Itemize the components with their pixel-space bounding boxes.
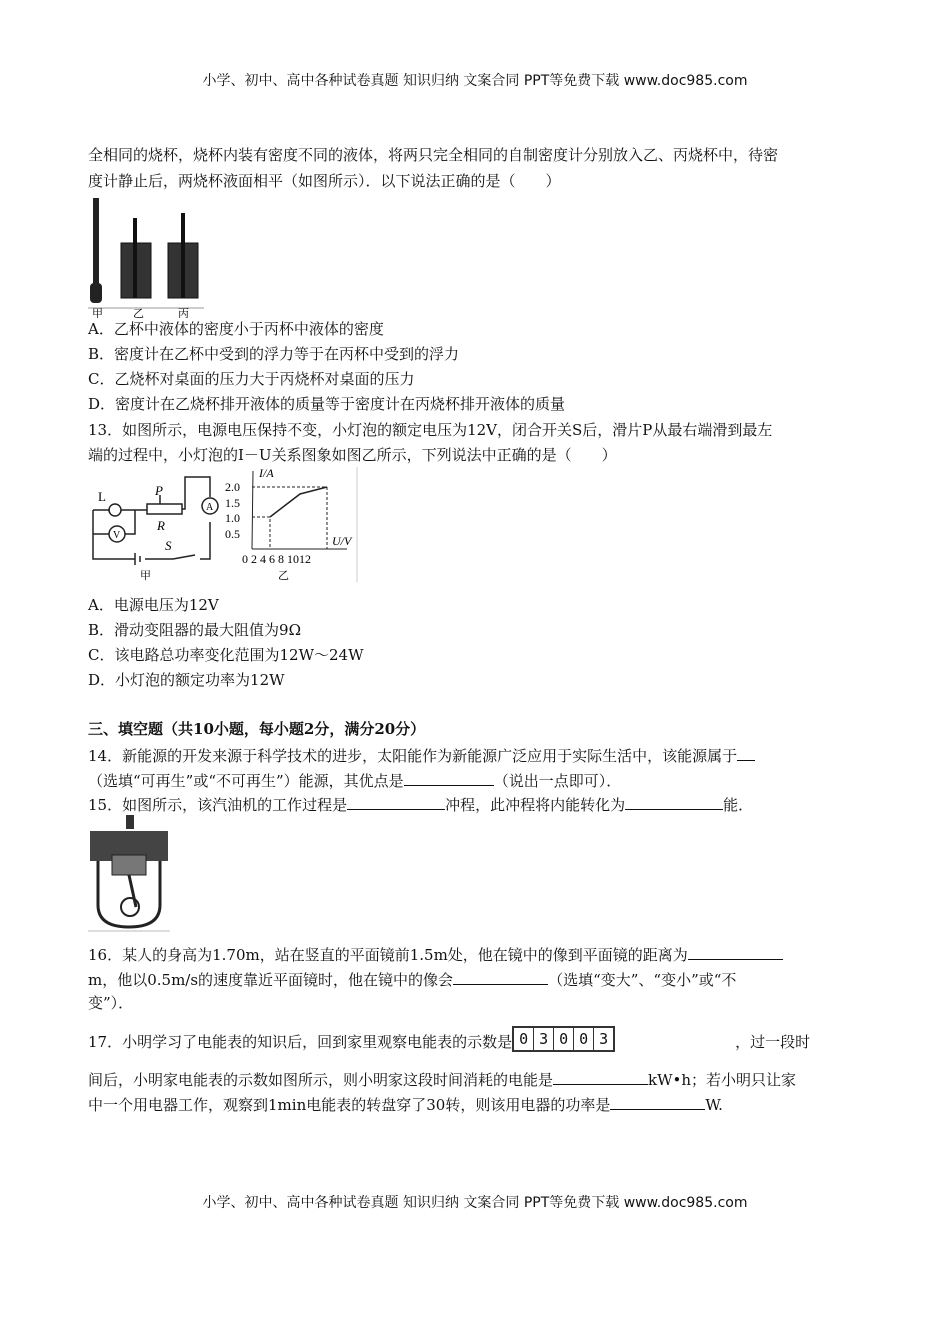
q13-option-d: D．小灯泡的额定功率为12W — [88, 671, 285, 689]
page-header: 小学、初中、高中各种试卷真题 知识归纳 文案合同 PPT等免费下载 www.doc985.com — [202, 73, 748, 89]
q16-text-line3: 变”）． — [88, 994, 134, 1012]
q17-text: 间后，小明家电能表的示数如图所示，则小明家这段时间消耗的电能是 — [88, 1071, 554, 1089]
meter-digit: 0 — [514, 1028, 534, 1050]
q16-blank-2[interactable] — [453, 968, 548, 985]
q17-text: 17．小明学习了电能表的知识后，回到家里观察电能表的示数是 — [88, 1033, 513, 1051]
meter-digit: 0 — [574, 1028, 594, 1050]
q12-option-d: D．密度计在乙烧杯排开液体的质量等于密度计在丙烧杯排开液体的质量 — [88, 395, 566, 413]
y-tick: 1.0 — [225, 511, 240, 525]
q17-text: kW•h；若小明只让家 — [648, 1071, 797, 1089]
q16-text: （选填“变大”、“变小”或“不 — [548, 971, 737, 989]
y-tick: 2.0 — [225, 480, 240, 494]
q14-text: 14．新能源的开发来源于科学技术的进步，太阳能作为新能源广泛应用于实际生活中，该能源属于 — [88, 747, 738, 765]
q14-line2 — [88, 769, 621, 791]
q17-text: ，过一段时 — [735, 1033, 811, 1051]
graph-caption: 乙 — [278, 570, 289, 582]
q15-line — [88, 793, 753, 815]
iu-graph — [225, 467, 357, 582]
q15-blank-2[interactable] — [625, 793, 723, 810]
q17-line3 — [88, 1093, 723, 1115]
gasoline-engine-figure — [88, 815, 170, 932]
q12-option-c: C．乙烧杯对桌面的压力大于丙烧杯对桌面的压力 — [88, 370, 415, 388]
q17-text: W. — [705, 1096, 723, 1114]
q16-text: 16．某人的身高为1.70m，站在竖直的平面镜前1.5m处，他在镜中的像到平面镜的距离为 — [88, 946, 688, 964]
q16-line1 — [88, 943, 783, 965]
meter-digit: 0 — [554, 1028, 574, 1050]
q16-line2 — [88, 968, 736, 990]
fig-label-jia: 甲 — [92, 308, 103, 318]
q17-line1 — [88, 1030, 810, 1056]
q16-blank-1[interactable] — [688, 943, 783, 960]
q15-text: 冲程，此冲程将内能转化为 — [445, 796, 626, 814]
resistor-label: R — [157, 518, 165, 533]
q17-blank-1[interactable] — [553, 1068, 648, 1085]
y-tick: 1.5 — [225, 496, 240, 510]
q13-option-a: A．电源电压为12V — [88, 596, 219, 614]
q13-option-b: B．滑动变阻器的最大阻值为9Ω — [88, 621, 302, 639]
q14-line1 — [88, 744, 755, 766]
section-heading: 三、填空题（共10小题，每小题2分，满分20分） — [88, 720, 426, 738]
hydrometer-figure — [88, 193, 204, 318]
q14-text: （说出一点即可）． — [493, 772, 622, 790]
q17-text: 中一个用电器工作，观察到1min电能表的转盘穿了30转，则该用电器的功率是 — [88, 1096, 611, 1114]
q12-option-b: B．密度计在乙杯中受到的浮力等于在丙杯中受到的浮力 — [88, 345, 460, 363]
q16-text: m，他以0.5m/s的速度靠近平面镜时，他在镜中的像会 — [88, 971, 454, 989]
q14-text: （选填“可再生”或“不可再生”）能源，其优点是 — [88, 772, 404, 790]
circuit-caption: 甲 — [140, 570, 151, 582]
lamp-label: L — [98, 489, 106, 504]
q12-text-line1: 全相同的烧杯，烧杯内装有密度不同的液体，将两只完全相同的自制密度计分别放入乙、丙烧杯中，待密 — [88, 146, 779, 164]
slider-label: P — [155, 483, 163, 498]
circuit-and-iu-graph-figure — [85, 467, 360, 582]
switch-label: S — [165, 538, 172, 553]
q14-blank-2[interactable] — [404, 769, 494, 786]
q17-line2 — [88, 1068, 796, 1090]
q15-text: 能． — [723, 796, 754, 814]
fig-label-bing: 丙 — [178, 308, 189, 318]
q15-text: 15．如图所示，该汽油机的工作过程是 — [88, 796, 348, 814]
page-footer: 小学、初中、高中各种试卷真题 知识归纳 文案合同 PPT等免费下载 www.doc985.com — [202, 1195, 748, 1211]
fig-label-yi: 乙 — [133, 308, 144, 318]
x-ticks: 0 2 4 6 8 1012 — [242, 552, 311, 566]
meter-digit: 3 — [534, 1028, 554, 1050]
energy-meter-reading — [512, 1026, 615, 1052]
x-axis-label: U/V — [332, 534, 352, 548]
ammeter-label: A — [206, 502, 214, 513]
q13-option-c: C．该电路总功率变化范围为12W～24W — [88, 646, 364, 664]
voltmeter-label: V — [113, 530, 121, 541]
q12-text-line2: 度计静止后，两烧杯液面相平（如图所示）．以下说法正确的是（ ） — [88, 172, 561, 190]
meter-digit: 3 — [599, 1030, 609, 1048]
q14-blank-1[interactable] — [737, 744, 755, 761]
y-axis-label: I/A — [259, 467, 274, 480]
q13-text-line1: 13．如图所示，电源电压保持不变，小灯泡的额定电压为12V，闭合开关S后，滑片P从最右端滑到最左 — [88, 421, 773, 439]
y-tick: 0.5 — [225, 527, 240, 541]
q15-blank-1[interactable] — [347, 793, 445, 810]
q13-text-line2: 端的过程中，小灯泡的I－U关系图象如图乙所示，下列说法中正确的是（ ） — [88, 446, 617, 464]
q12-option-a: A．乙杯中液体的密度小于丙杯中液体的密度 — [88, 320, 384, 338]
q17-blank-2[interactable] — [610, 1093, 705, 1110]
